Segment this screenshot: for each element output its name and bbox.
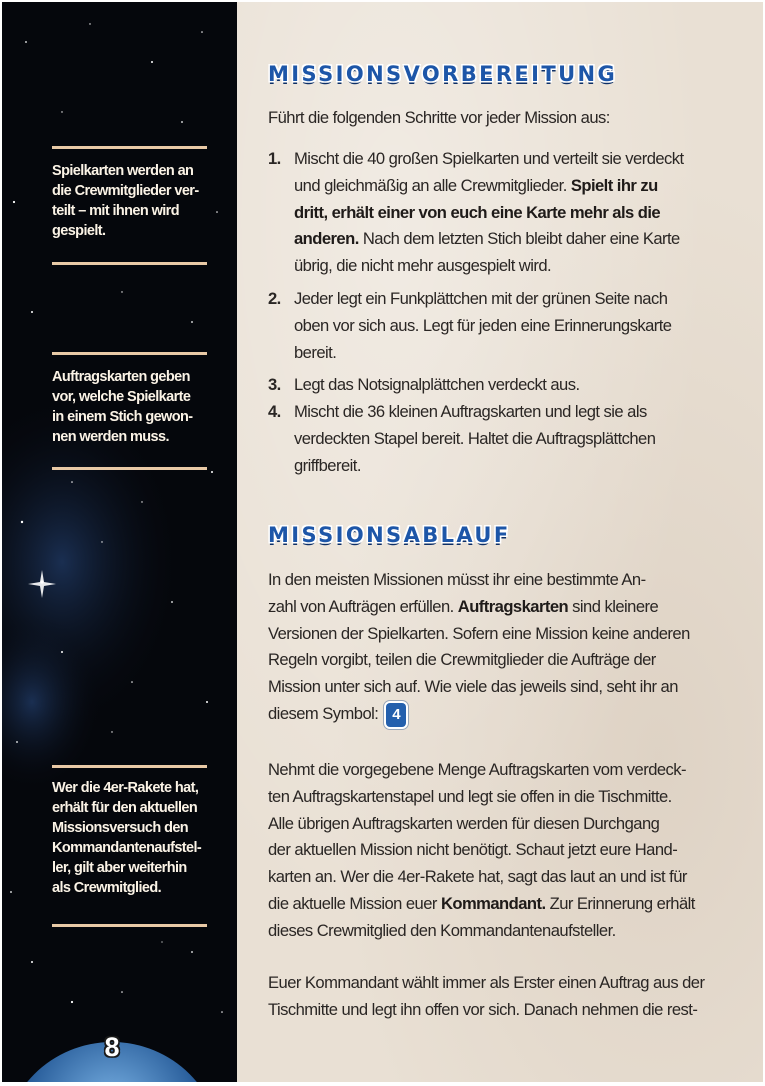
text-span: Nach dem letzten Stich bleibt daher eine Karte	[358, 229, 680, 249]
text-line	[294, 226, 738, 253]
note-divider	[52, 765, 207, 768]
text-line: Nehmt die vorgegebene Menge Auftragskarten vom verdeck-	[268, 760, 687, 779]
text-line: Euer Kommandant wählt immer als Erster einen Auftrag aus der	[268, 973, 705, 992]
sequence-paragraph-3	[268, 970, 738, 1024]
text-span: die aktuelle Mission euer	[268, 893, 441, 913]
note-line: teilt – mit ihnen wird	[52, 203, 179, 219]
note-line: Spielkarten werden an	[52, 163, 194, 179]
preparation-step	[268, 372, 738, 399]
preparation-step	[268, 286, 738, 367]
sidebar-space-panel	[2, 2, 237, 1082]
text-line: oben vor sich aus. Legt für jeden eine Erinnerungskarte	[294, 315, 672, 335]
text-span: und gleichmäßig an alle Crewmitglieder.	[294, 175, 571, 195]
sequence-paragraph-2	[268, 757, 738, 945]
text-span: zahl von Aufträgen erfüllen.	[268, 596, 458, 616]
text-span: sind kleinere	[568, 596, 659, 616]
step-number: 3.	[268, 375, 281, 394]
step-number: 2.	[268, 289, 281, 308]
text-line: Regeln vorgibt, teilen die Crewmitglieder die Aufträge der	[268, 650, 656, 670]
text-line	[294, 173, 738, 200]
text-line: bereit.	[294, 342, 337, 362]
note-line: als Crewmitglied.	[52, 880, 162, 896]
task-count-symbol: 4	[386, 703, 406, 727]
text-line	[268, 594, 738, 621]
note-divider	[52, 262, 207, 265]
text-line: karten an. Wer die 4er-Rakete hat, sagt das laut an und ist für	[268, 867, 687, 887]
sidebar-note-commander	[52, 778, 207, 898]
text-line: Legt das Notsignalplättchen verdeckt aus.	[294, 375, 580, 394]
text-line	[268, 891, 738, 918]
text-line: Versionen der Spielkarten. Sofern eine Mission keine anderen	[268, 623, 690, 643]
text-line: Tischmitte und legt ihn offen vor sich. Danach nehmen die rest-	[268, 999, 698, 1019]
bold-span: anderen.	[294, 229, 359, 249]
text-line: Mischt die 36 kleinen Auftragskarten und legt sie als	[294, 402, 647, 421]
step-text	[294, 286, 738, 366]
note-line: ler, gilt aber weiterhin	[52, 860, 187, 876]
note-line: vor, welche Spielkarte	[52, 389, 191, 405]
section-heading-sequence: MISSIONSABLAUF	[268, 523, 511, 547]
note-line: Kommandantenaufstel-	[52, 840, 202, 856]
note-line: in einem Stich gewon-	[52, 409, 193, 425]
bold-span: dritt, erhält einer von euch eine Karte mehr als die	[294, 202, 661, 222]
step-text	[294, 399, 738, 479]
main-content	[237, 2, 763, 1082]
text-line: verdeckten Stapel bereit. Haltet die Auftragsplättchen	[294, 428, 656, 448]
note-line: nen werden muss.	[52, 429, 169, 445]
text-line	[268, 701, 738, 728]
text-line: dieses Crewmitglied den Kommandantenaufsteller.	[268, 920, 616, 940]
sidebar-note-task-cards	[52, 367, 207, 447]
sidebar-note-playing-cards	[52, 161, 207, 241]
text-line: Jeder legt ein Funkplättchen mit der grünen Seite nach	[294, 289, 668, 308]
note-line: Missionsversuch den	[52, 820, 189, 836]
text-line: Mission unter sich auf. Wie viele das jeweils sind, seht ihr an	[268, 677, 678, 697]
text-line: griffbereit.	[294, 455, 361, 475]
note-line: Wer die 4er-Rakete hat,	[52, 780, 199, 796]
step-number: 1.	[268, 149, 281, 168]
page-number: 8	[104, 1032, 120, 1062]
bold-span: Auftragskarten	[457, 596, 569, 616]
text-line: der aktuellen Mission nicht benötigt. Schaut jetzt eure Hand-	[268, 840, 678, 860]
section-heading-preparation: MISSIONSVORBEREITUNG	[268, 62, 618, 86]
text-span: diesem Symbol:	[268, 703, 379, 723]
preparation-step	[268, 399, 738, 480]
text-line: ten Auftragskartenstapel und legt sie offen in die Tischmitte.	[268, 786, 672, 806]
text-line: Alle übrigen Auftragskarten werden für diesen Durchgang	[268, 813, 660, 833]
note-divider	[52, 467, 207, 470]
step-text	[294, 372, 738, 399]
note-divider	[52, 924, 207, 927]
preparation-intro	[268, 105, 738, 132]
note-line: die Crewmitglieder ver-	[52, 183, 199, 199]
preparation-step	[268, 146, 738, 281]
text-line: übrig, die nicht mehr ausgespielt wird.	[294, 256, 552, 276]
bold-span: Kommandant.	[440, 893, 546, 913]
text-line	[294, 200, 738, 227]
step-text	[294, 146, 738, 280]
step-number: 4.	[268, 402, 281, 421]
text-line: Mischt die 40 großen Spielkarten und verteilt sie verdeckt	[294, 149, 684, 168]
note-divider	[52, 146, 207, 149]
note-line: gespielt.	[52, 223, 106, 239]
text-span: Zur Erinnerung erhält	[545, 893, 695, 913]
sequence-paragraph-1	[268, 567, 738, 728]
note-divider	[52, 352, 207, 355]
note-line: erhält für den aktuellen	[52, 800, 198, 816]
note-line: Auftragskarten geben	[52, 369, 190, 385]
bold-span: Spielt ihr zu	[570, 175, 658, 195]
text-line: Führt die folgenden Schritte vor jeder Mission aus:	[268, 108, 610, 127]
text-line: In den meisten Missionen müsst ihr eine bestimmte An-	[268, 570, 646, 589]
